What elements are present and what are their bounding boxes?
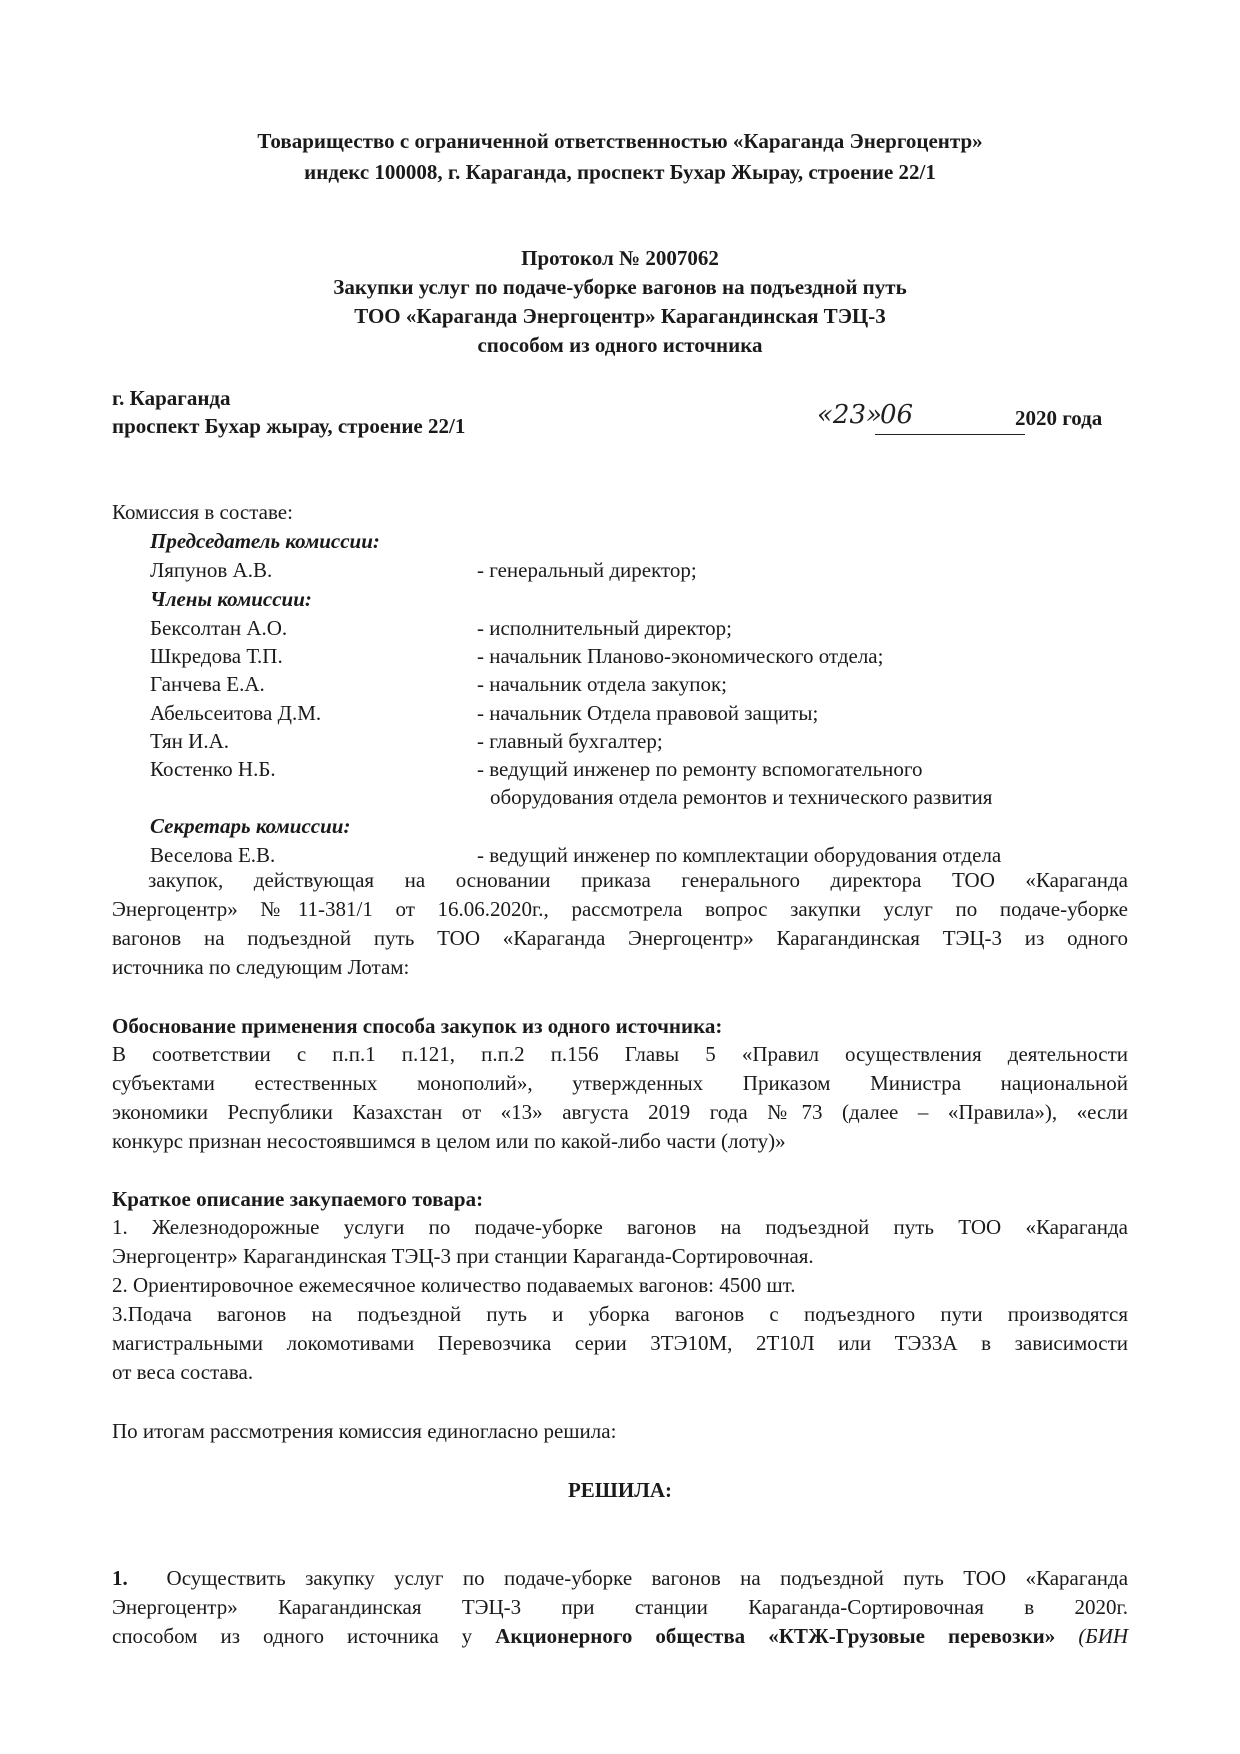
- paragraph-line: [112, 1622, 1128, 1651]
- protocol-customer: ТОО «Караганда Энергоцентр» Карагандинская ТЭЦ-3: [354, 304, 886, 328]
- paragraph-line: 3.Подача вагонов на подъездной путь и уборка вагонов с подъездного пути производятся: [112, 1302, 1128, 1326]
- member-role: - начальник Отдела правовой защиты;: [477, 701, 819, 725]
- place-city: г. Караганда: [112, 386, 231, 410]
- decision-line-1: Осуществить закупку услуг по подаче-уборке вагонов на подъездной путь ТОО «Караганда: [166, 1566, 1129, 1590]
- intro-paragraph: [112, 866, 1128, 982]
- decision-item-number: 1.: [112, 1566, 128, 1590]
- member-name: Ганчева Е.А.: [150, 672, 265, 696]
- commission-intro: Комиссия в составе:: [112, 500, 293, 524]
- paragraph-line: вагонов на подъездной путь ТОО «Караганда Энергоцентр» Карагандинская ТЭЦ-3 из одного: [112, 926, 1128, 950]
- secretary-name: Веселова Е.В.: [150, 843, 276, 867]
- paragraph-line: экономики Республики Казахстан от «13» августа 2019 года №73 (далее – «Правила»), «если: [112, 1100, 1128, 1124]
- member-name: Тян И.А.: [150, 729, 230, 753]
- date-month: 06: [880, 400, 914, 430]
- paragraph-line: закупок, действующая на основании приказа генерального директора ТОО «Караганда: [148, 868, 1128, 892]
- member-role-continued: оборудования отдела ремонтов и технического развития: [490, 785, 993, 809]
- date-underline: [875, 434, 1025, 435]
- paragraph-line: магистральными локомотивами Перевозчика серии 3ТЭ10М, 2Т10Л или ТЭ33А в зависимости: [112, 1331, 1128, 1355]
- paragraph-line: 2. Ориентировочное ежемесячное количество подаваемых вагонов: 4500 шт.: [112, 1273, 796, 1297]
- member-role: - начальник отдела закупок;: [477, 672, 727, 696]
- paragraph-line: субъектами естественных монополий», утвержденных Приказом Министра национальной: [112, 1071, 1128, 1095]
- date-year: 2020 года: [1015, 406, 1103, 430]
- member-role: - исполнительный директор;: [477, 616, 733, 640]
- org-address: индекс 100008, г. Караганда, проспект Бухар Жырау, строение 22/1: [304, 160, 936, 184]
- decision-supplier: Акционерного общества «КТЖ-Грузовые перевозки»: [495, 1624, 1056, 1648]
- member-role: - ведущий инженер по ремонту вспомогательного: [477, 757, 923, 781]
- secretary-heading: Секретарь комиссии:: [150, 814, 351, 838]
- decision-bin: (БИН: [1078, 1624, 1129, 1648]
- decision-line-3-start: способом из одного источника у: [112, 1624, 473, 1648]
- paragraph-line: Энергоцентр» Карагандинская ТЭЦ-3 при станции Караганда-Сортировочная в 2020г.: [112, 1595, 1128, 1619]
- secretary-role: - ведущий инженер по комплектации оборудования отдела: [477, 843, 1002, 867]
- org-name: Товарищество с ограниченной ответственностью «Караганда Энергоцентр»: [257, 129, 983, 153]
- paragraph-line: от веса состава.: [112, 1360, 254, 1384]
- protocol-date: [815, 400, 1185, 438]
- protocol-subject: Закупки услуг по подаче-уборке вагонов на подъездной путь: [333, 275, 907, 299]
- date-day: «23»: [817, 400, 882, 430]
- decision-item-1: [112, 1564, 1128, 1651]
- justification-heading: Обоснование применения способа закупок из одного источника:: [112, 1014, 723, 1038]
- paragraph-line: В соответствии с п.п.1 п.121, п.п.2 п.156 Главы 5 «Правил осуществления деятельности: [112, 1042, 1128, 1066]
- decision-heading: РЕШИЛА:: [567, 1478, 673, 1502]
- paragraph-line: Энергоцентр» Карагандинская ТЭЦ-3 при станции Караганда-Сортировочная.: [112, 1244, 814, 1268]
- justification-paragraph: [112, 1040, 1128, 1156]
- place-address: проспект Бухар жырау, строение 22/1: [112, 414, 466, 438]
- paragraph-line: источника по следующим Лотам:: [112, 955, 410, 979]
- member-name: Бексолтан А.О.: [150, 616, 288, 640]
- member-role: - главный бухгалтер;: [477, 729, 663, 753]
- members-heading: Члены комиссии:: [150, 587, 312, 611]
- protocol-method: способом из одного источника: [477, 333, 763, 357]
- member-name: Шкредова Т.П.: [150, 644, 283, 668]
- paragraph-line: Энергоцентр» №11-381/1 от 16.06.2020г., рассмотрела вопрос закупки услуг по подаче-уборке: [112, 897, 1128, 921]
- member-name: Ляпунов А.В.: [150, 558, 273, 582]
- member-name: Костенко Н.Б.: [150, 757, 276, 781]
- member-role: - генеральный директор;: [477, 558, 697, 582]
- paragraph-line: 1. Железнодорожные услуги по подаче-уборке вагонов на подъездной путь ТОО «Караганда: [112, 1215, 1128, 1239]
- decision-intro: По итогам рассмотрения комиссия единогласно решила:: [112, 1419, 617, 1443]
- paragraph-line: [112, 1564, 1128, 1593]
- member-name: Абельсеитова Д.М.: [150, 701, 322, 725]
- paragraph-line: конкурс признан несостоявшимся в целом или по какой-либо части (лоту)»: [112, 1129, 786, 1153]
- protocol-number: Протокол № 2007062: [521, 246, 719, 270]
- description-heading: Краткое описание закупаемого товара:: [112, 1187, 484, 1211]
- description-paragraph: [112, 1213, 1128, 1387]
- member-role: - начальник Планово-экономического отдела;: [477, 644, 884, 668]
- chair-heading: Председатель комиссии:: [150, 529, 380, 553]
